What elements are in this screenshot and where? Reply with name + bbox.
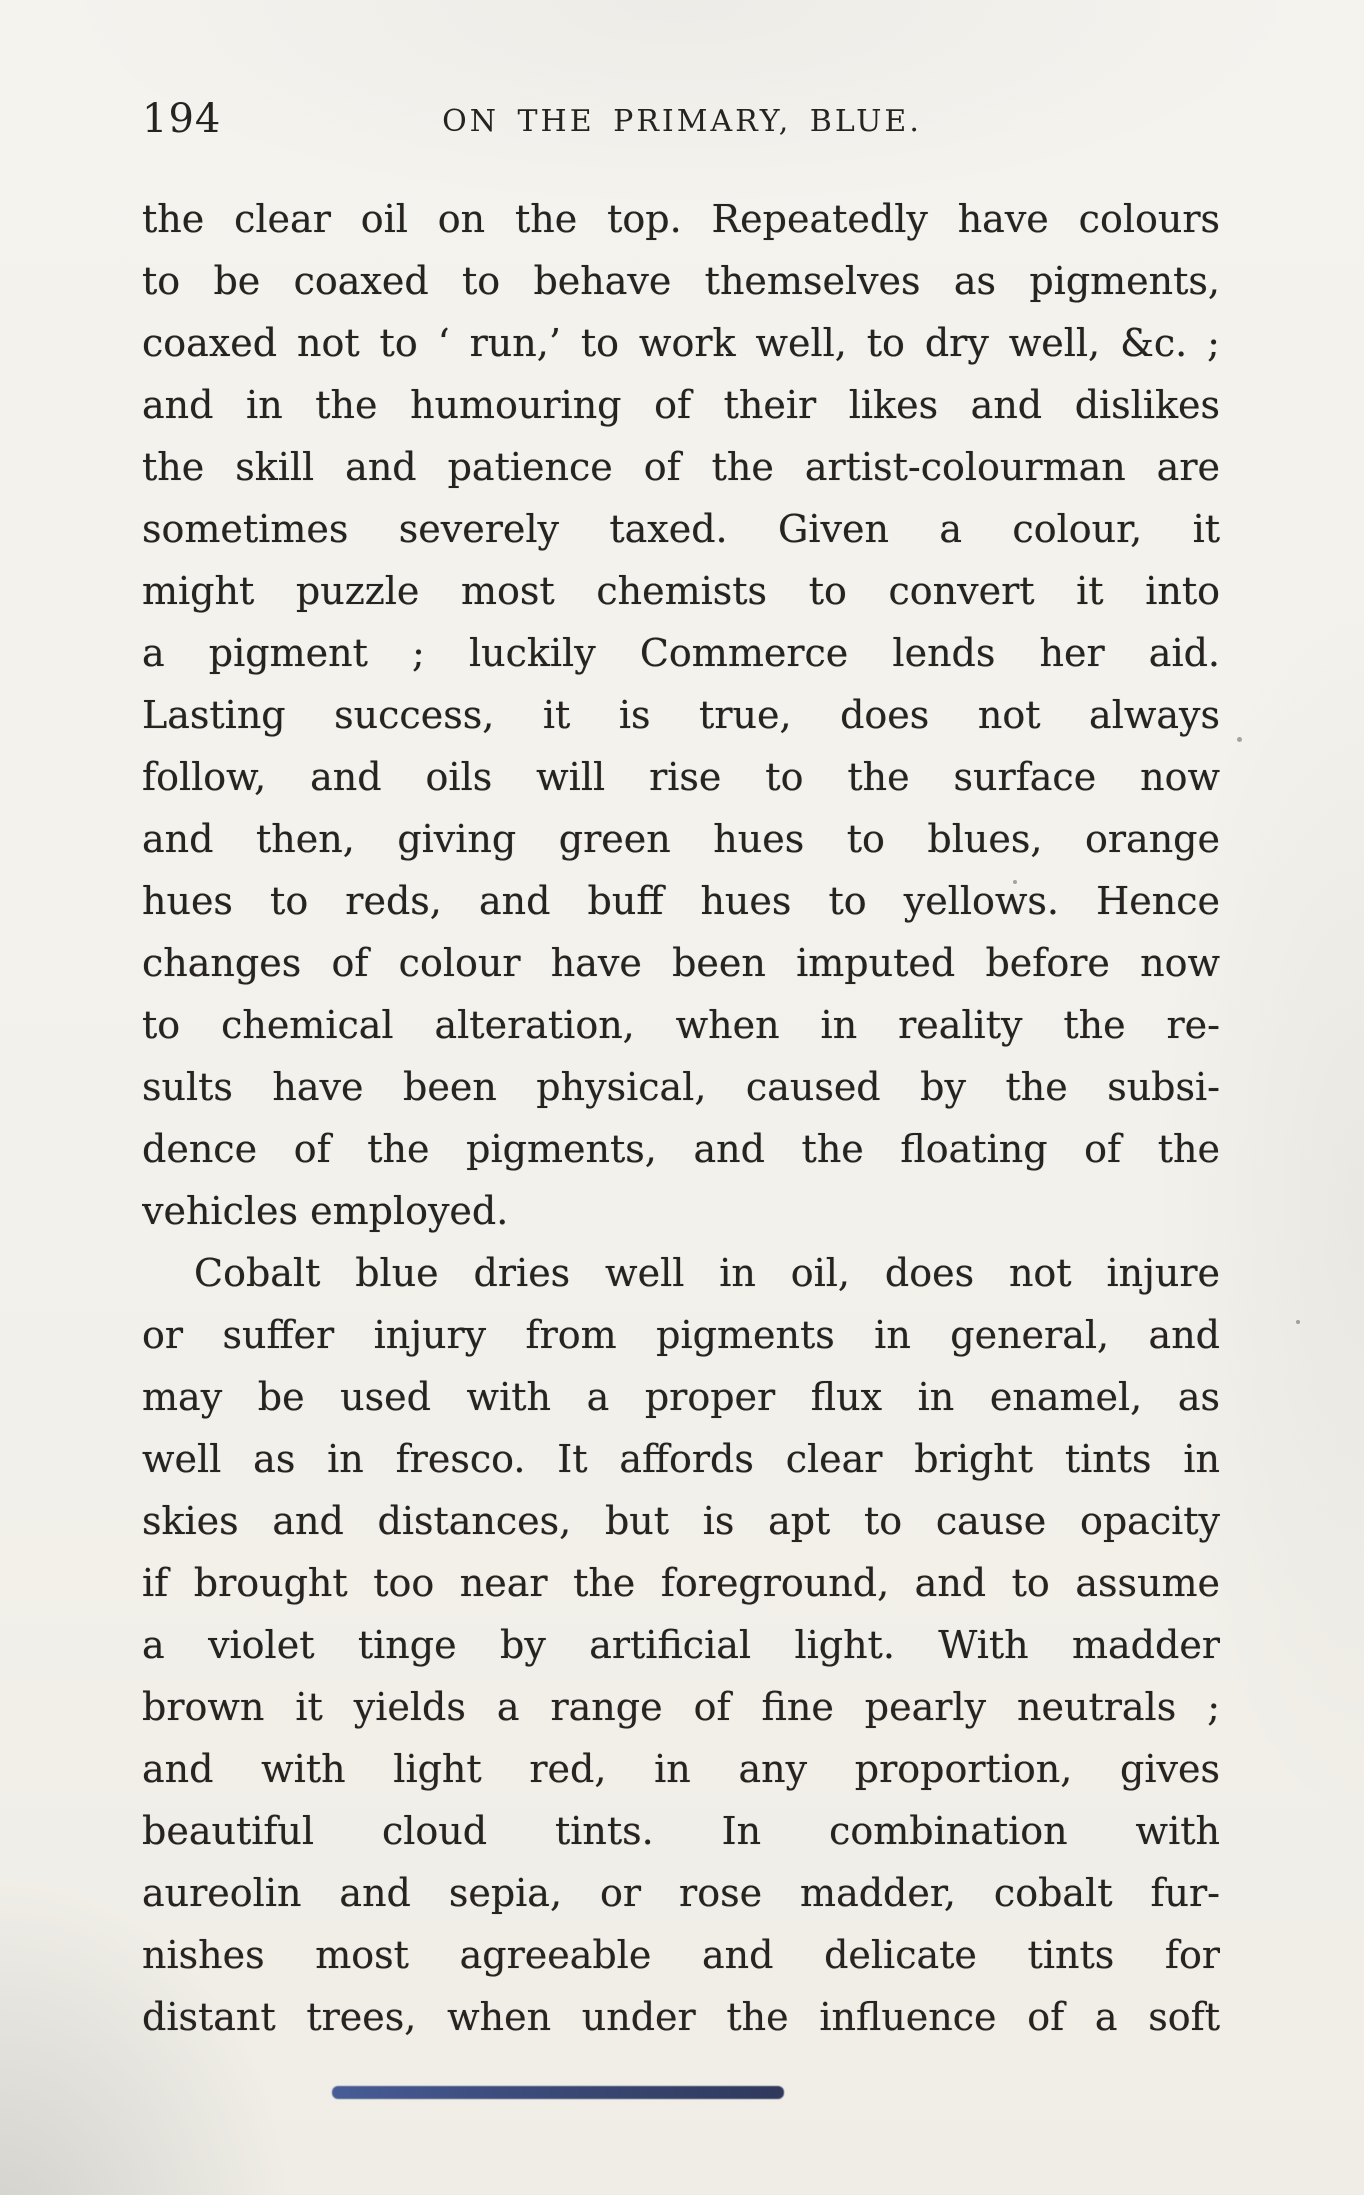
text-line: dence of the pigments, and the floating of the <box>142 1127 1220 1171</box>
page-header <box>142 96 1222 144</box>
paragraph <box>142 188 1220 1242</box>
text-line: beautiful cloud tints. In combination with <box>142 1809 1220 1853</box>
scan-speck <box>1296 1320 1300 1324</box>
text-line: coaxed not to ‘ run,’ to work well, to dry well, &c. ; <box>142 321 1220 365</box>
text-line: or suffer injury from pigments in general, and <box>142 1313 1220 1357</box>
text-line: changes of colour have been imputed before now <box>142 941 1220 985</box>
text-line: sometimes severely taxed. Given a colour, it <box>142 507 1220 551</box>
scan-speck <box>1013 880 1017 884</box>
scan-artifact <box>332 2086 784 2099</box>
text-line: and in the humouring of their likes and dislikes <box>142 383 1220 427</box>
text-line: vehicles employed. <box>142 1189 509 1233</box>
body-text <box>142 188 1220 2048</box>
text-line: might puzzle most chemists to convert it into <box>142 569 1220 613</box>
scan-speck <box>1237 737 1242 742</box>
text-line: may be used with a proper flux in enamel, as <box>142 1375 1220 1419</box>
text-line: well as in fresco. It affords clear bright tints in <box>142 1437 1220 1481</box>
text-line: skies and distances, but is apt to cause opacity <box>142 1499 1220 1543</box>
text-line: nishes most agreeable and delicate tints for <box>142 1933 1220 1977</box>
paragraph <box>142 1242 1220 2048</box>
text-line: hues to reds, and buff hues to yellows. Hence <box>142 879 1220 923</box>
running-title: ON THE PRIMARY, BLUE. <box>442 104 922 139</box>
text-line: a pigment ; luckily Commerce lends her aid. <box>142 631 1220 675</box>
text-line: to be coaxed to behave themselves as pigments, <box>142 259 1220 303</box>
text-line: follow, and oils will rise to the surface now <box>142 755 1220 799</box>
text-line: aureolin and sepia, or rose madder, cobalt fur- <box>142 1871 1220 1915</box>
text-line: a violet tinge by artificial light. With madder <box>142 1623 1220 1667</box>
text-line: Cobalt blue dries well in oil, does not injure <box>194 1251 1220 1295</box>
text-line: and then, giving green hues to blues, orange <box>142 817 1220 861</box>
text-line: distant trees, when under the influence of a soft <box>142 1995 1220 2039</box>
page-number: 194 <box>142 96 222 142</box>
text-line: to chemical alteration, when in reality the re- <box>142 1003 1220 1047</box>
text-line: the clear oil on the top. Repeatedly have colours <box>142 197 1220 241</box>
text-line: Lasting success, it is true, does not always <box>142 693 1220 737</box>
text-line: brown it yields a range of fine pearly neutrals ; <box>142 1685 1220 1729</box>
text-line: the skill and patience of the artist-colourman are <box>142 445 1220 489</box>
text-line: sults have been physical, caused by the subsi- <box>142 1065 1220 1109</box>
text-line: and with light red, in any proportion, gives <box>142 1747 1220 1791</box>
text-line: if brought too near the foreground, and to assume <box>142 1561 1220 1605</box>
